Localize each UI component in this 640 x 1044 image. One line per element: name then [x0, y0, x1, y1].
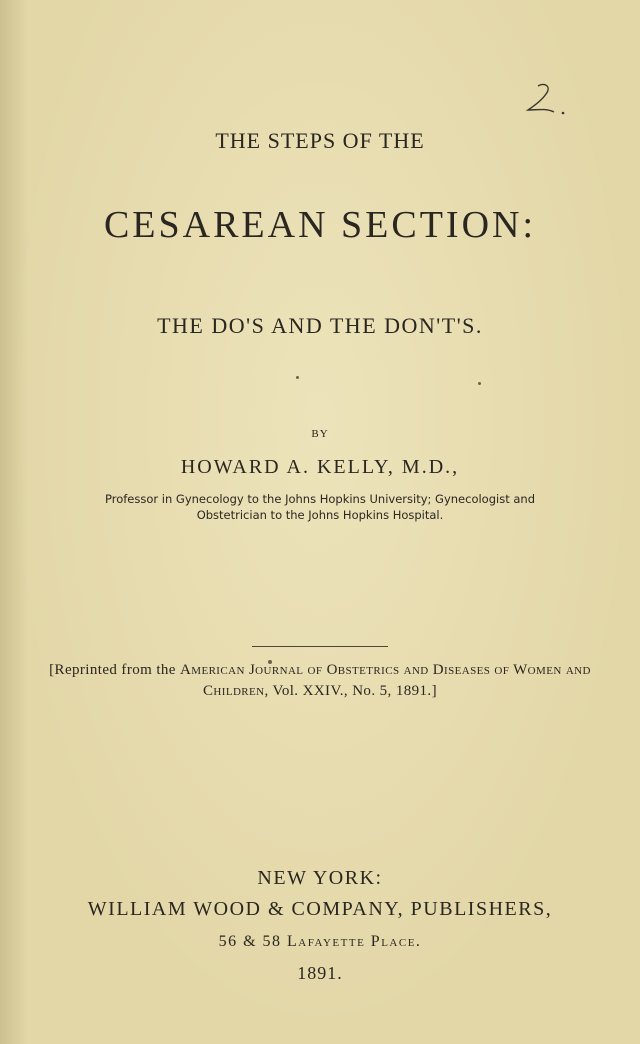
reprint-citation: , Vol. XXIV., No. 5, 1891.]: [264, 683, 437, 699]
divider-rule: [252, 646, 388, 647]
handwritten-page-number: [508, 80, 568, 120]
publisher: WILLIAM WOOD & COMPANY, PUBLISHERS,: [87, 898, 553, 920]
reprint-note: [40, 660, 600, 702]
by-line: BY: [311, 428, 329, 440]
ink-speck: [478, 382, 481, 385]
publication-year: 1891.: [297, 963, 343, 983]
journal-name: American Journal of Obstetrics and Diseases of Women and Children: [180, 662, 591, 699]
subtitle: THE DO'S AND THE DON'T'S.: [157, 313, 483, 338]
main-title: CESAREAN SECTION:: [103, 204, 537, 246]
publisher-address: 56 & 58 Lafayette Place.: [218, 933, 422, 950]
author-affiliation: Professor in Gynecology to the Johns Hopkins University; Gynecologist and Obstetrician to the Johns Hopkins Hospital.: [105, 492, 535, 522]
publication-place: NEW YORK:: [257, 867, 383, 889]
title-line-1: THE STEPS OF THE: [215, 128, 425, 153]
reprint-prefix: [Reprinted from the: [49, 662, 176, 678]
author-name: HOWARD A. KELLY, M.D.,: [180, 456, 460, 478]
ink-speck: [296, 376, 299, 379]
